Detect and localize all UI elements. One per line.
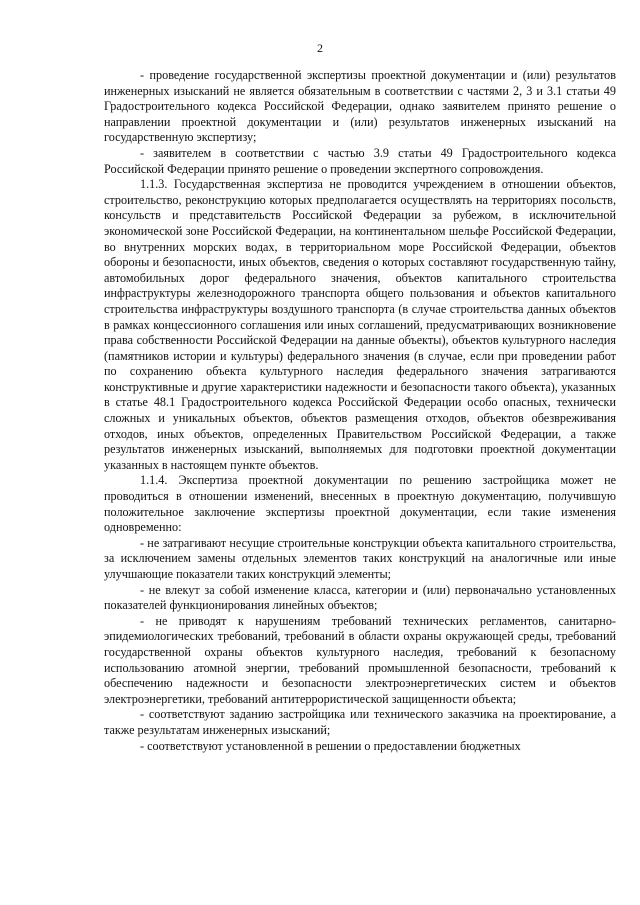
- paragraph: - проведение государственной экспертизы проектной документации и (или) результатов инженерных изысканий не является обязательным в соответствии с частями 2, 3 и 3.1 статьи 49 Градостроительного кодекса Российской Федерации, однако заявителем принято решение о направлении проектной документации и (или) результатов инженерных изысканий на государственную экспертизу;: [104, 68, 616, 145]
- paragraph: - заявителем в соответствии с частью 3.9 статьи 49 Градостроительного кодекса Российской Федерации принято решение о проведении экспертного сопровождения.: [104, 145, 616, 176]
- paragraph: - не приводят к нарушениям требований технических регламентов, санитарно-эпидемиологических требований, требований в области охраны окружающей среды, требований государственной охраны объектов культурного наследия, требований к безопасному использованию атомной энергии, требований промышленной безопасности, требований к обеспечению надежности и безопасности электроэнергетических систем и объектов электроэнергетики, требований антитеррористической защищенности объекта;: [104, 613, 616, 706]
- paragraph: 1.1.3. Государственная экспертиза не проводится учреждением в отношении объектов, строительство, реконструкцию которых предполагается осуществлять на территориях посольств, консульств и представительств Российской Федерации за рубежом, в исключительной экономической зоне Российской Федерации, на континентальном шельфе Российской Федерации, во внутренних морских водах, в территориальном море Российской Федерации, объектов обороны и безопасности, иных объектов, сведения о которых составляют государственную тайну, автомобильных дорог федерального значения, объектов капитального строительства инфраструктуры железнодорожного транспорта общего пользования и объектов капитального строительства инфраструктуры воздушного транспорта (в случае строительства данных объектов в рамках концессионного соглашения или иных соглашений, предусматривающих возникновение права собственности Российской Федерации на данные объекты), объектов культурного наследия (памятников истории и культуры) федерального значения (в случае, если при проведении работ по сохранению объекта культурного наследия федерального значения затрагиваются конструктивные и другие характеристики надежности и безопасности такого объекта), указанных в статье 48.1 Градостроительного кодекса Российской Федерации особо опасных, технически сложных и уникальных объектов, объектов размещения отходов, объектов обезвреживания отходов, иных объектов, определенных Правительством Российской Федерации, а также результатов инженерных изысканий, выполняемых для подготовки проектной документации указанных в настоящем пункте объектов.: [104, 177, 616, 472]
- paragraph: - не затрагивают несущие строительные конструкции объекта капитального строительства, за исключением замены отдельных элементов таких конструкций на аналогичные или иные улучшающие показатели таких конструкций элементы;: [104, 535, 616, 581]
- paragraph: - соответствуют установленной в решении о предоставлении бюджетных: [140, 738, 521, 753]
- paragraph: - соответствуют заданию застройщика или технического заказчика на проектирование, а также результатам инженерных изысканий;: [104, 707, 616, 737]
- page-number: 2: [317, 41, 323, 55]
- paragraph: 1.1.4. Экспертиза проектной документации по решению застройщика может не проводиться в отношении изменений, внесенных в проектную документацию, получившую положительное заключение экспертизы проектной документации, если такие изменения одновременно:: [104, 473, 616, 535]
- document-body: [104, 68, 616, 754]
- paragraph: - не влекут за собой изменение класса, категории и (или) первоначально установленных показателей функционирования линейных объектов;: [104, 582, 616, 613]
